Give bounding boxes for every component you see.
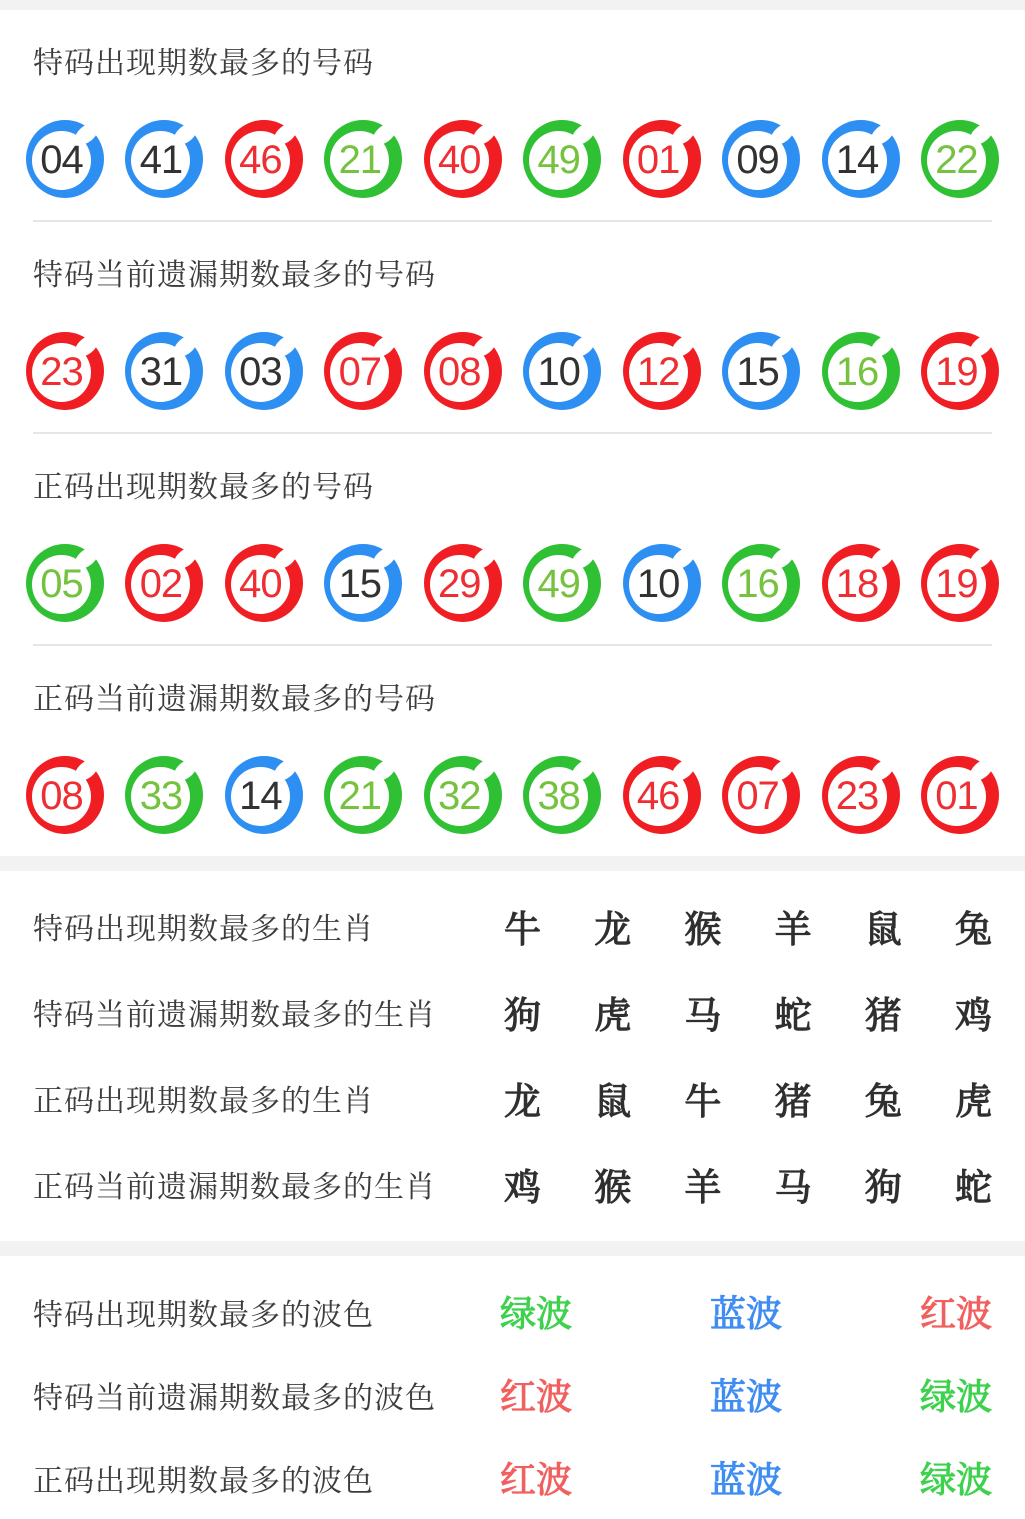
ball-number: 32 xyxy=(438,774,481,818)
zodiac-value: 马 xyxy=(774,1167,812,1208)
wave-value: 绿波 xyxy=(919,1459,992,1500)
lottery-ball xyxy=(424,332,502,410)
zodiac-value: 猴 xyxy=(594,1167,632,1208)
lottery-ball xyxy=(125,756,203,834)
zodiac-row-label: 特码当前遗漏期数最多的生肖 xyxy=(33,999,436,1032)
lottery-ball xyxy=(125,332,203,410)
wave-value: 绿波 xyxy=(919,1376,992,1417)
lottery-ball xyxy=(623,332,701,410)
wave-color-section xyxy=(0,1256,1025,1519)
zodiac-value: 牛 xyxy=(684,1081,722,1122)
section-title: 特码出现期数最多的号码 xyxy=(33,47,374,80)
zodiac-section xyxy=(0,871,1025,1241)
zodiac-value: 牛 xyxy=(504,909,541,950)
ball-row xyxy=(0,544,1025,622)
ball-number: 38 xyxy=(537,774,580,818)
ball-number: 01 xyxy=(935,774,978,818)
lottery-ball xyxy=(523,120,601,198)
wave-value: 红波 xyxy=(919,1293,992,1334)
ball-number: 04 xyxy=(40,138,83,182)
separator-band xyxy=(0,1241,1025,1256)
zodiac-value: 狗 xyxy=(864,1167,902,1208)
lottery-ball xyxy=(623,756,701,834)
zodiac-value: 猪 xyxy=(864,995,902,1036)
ball-row xyxy=(0,756,1025,834)
ball-number: 21 xyxy=(338,138,382,182)
zodiac-value: 龙 xyxy=(594,909,632,950)
ball-number: 46 xyxy=(239,138,282,182)
zodiac-values xyxy=(504,985,992,1039)
ball-number: 10 xyxy=(537,350,580,394)
zodiac-value: 狗 xyxy=(504,995,541,1036)
zodiac-value: 鸡 xyxy=(504,1167,541,1208)
ball-number: 21 xyxy=(338,774,382,818)
section-normal-most-appeared-numbers xyxy=(0,434,1025,646)
section-title: 正码出现期数最多的号码 xyxy=(33,471,374,504)
wave-value: 蓝波 xyxy=(709,1376,782,1417)
wave-row-label: 正码出现期数最多的波色 xyxy=(33,1464,374,1498)
lottery-ball xyxy=(921,756,999,834)
ball-number: 49 xyxy=(537,562,580,606)
ball-number: 23 xyxy=(40,350,83,394)
ball-number: 31 xyxy=(139,350,183,394)
zodiac-values xyxy=(504,1157,992,1211)
lottery-ball xyxy=(722,120,800,198)
ball-number: 02 xyxy=(139,562,183,606)
wave-row-label: 特码出现期数最多的波色 xyxy=(33,1298,374,1332)
lottery-ball xyxy=(822,756,900,834)
zodiac-value: 羊 xyxy=(774,909,812,950)
zodiac-value: 兔 xyxy=(864,1081,902,1122)
lottery-ball xyxy=(26,332,104,410)
ball-row xyxy=(0,332,1025,410)
wave-value: 蓝波 xyxy=(709,1293,782,1334)
zodiac-value: 羊 xyxy=(684,1167,722,1208)
ball-number: 03 xyxy=(239,350,282,394)
ball-number: 07 xyxy=(338,350,382,394)
lottery-ball xyxy=(26,120,104,198)
ball-number: 08 xyxy=(438,350,481,394)
ball-number: 15 xyxy=(338,562,382,606)
lottery-ball xyxy=(623,544,701,622)
lottery-ball xyxy=(225,120,303,198)
section-normal-most-missed-numbers xyxy=(0,646,1025,834)
lottery-ball xyxy=(324,120,402,198)
ball-number: 10 xyxy=(636,562,680,606)
lottery-ball xyxy=(424,120,502,198)
wave-values xyxy=(500,1452,992,1503)
zodiac-row xyxy=(0,969,1025,1055)
lottery-ball xyxy=(324,756,402,834)
zodiac-row-label: 正码当前遗漏期数最多的生肖 xyxy=(33,1171,436,1204)
zodiac-row xyxy=(0,1141,1025,1227)
ball-number: 16 xyxy=(736,562,779,606)
lottery-ball xyxy=(523,544,601,622)
zodiac-value: 猴 xyxy=(684,909,722,950)
lottery-ball xyxy=(822,332,900,410)
zodiac-row xyxy=(0,883,1025,969)
lottery-ball xyxy=(424,544,502,622)
ball-number: 49 xyxy=(537,138,580,182)
ball-number: 41 xyxy=(139,138,183,182)
wave-value: 绿波 xyxy=(500,1293,573,1334)
zodiac-value: 兔 xyxy=(954,909,992,950)
zodiac-value: 鼠 xyxy=(864,909,902,950)
section-title: 正码当前遗漏期数最多的号码 xyxy=(33,683,436,716)
lottery-ball xyxy=(125,544,203,622)
ball-number: 08 xyxy=(40,774,83,818)
ball-number: 01 xyxy=(636,138,680,182)
lottery-ball xyxy=(921,332,999,410)
lottery-ball xyxy=(921,544,999,622)
ball-number: 46 xyxy=(636,774,680,818)
ball-number: 05 xyxy=(40,562,83,606)
zodiac-value: 蛇 xyxy=(954,1167,992,1208)
lottery-ball xyxy=(722,332,800,410)
ball-number: 07 xyxy=(736,774,779,818)
lottery-ball xyxy=(722,544,800,622)
zodiac-row xyxy=(0,1055,1025,1141)
wave-row xyxy=(0,1270,1025,1353)
ball-number: 19 xyxy=(935,562,978,606)
wave-row-label: 特码当前遗漏期数最多的波色 xyxy=(33,1381,436,1415)
wave-value: 红波 xyxy=(500,1376,573,1417)
section-title: 特码当前遗漏期数最多的号码 xyxy=(33,259,436,292)
separator-band xyxy=(0,856,1025,871)
zodiac-values xyxy=(504,899,992,953)
zodiac-values xyxy=(504,1071,992,1125)
zodiac-value: 猪 xyxy=(774,1081,812,1122)
lottery-ball xyxy=(26,756,104,834)
top-separator-band xyxy=(0,0,1025,10)
wave-row xyxy=(0,1436,1025,1519)
lottery-ball xyxy=(921,120,999,198)
wave-value: 蓝波 xyxy=(709,1459,782,1500)
ball-number: 19 xyxy=(935,350,978,394)
ball-number: 18 xyxy=(835,562,879,606)
section-special-most-missed-numbers xyxy=(0,222,1025,434)
wave-values xyxy=(500,1369,992,1420)
lottery-ball xyxy=(822,120,900,198)
lottery-ball xyxy=(324,332,402,410)
wave-values xyxy=(500,1286,992,1337)
lottery-ball xyxy=(225,544,303,622)
lottery-ball xyxy=(125,120,203,198)
ball-row xyxy=(0,120,1025,198)
zodiac-value: 虎 xyxy=(594,995,632,1036)
ball-number: 09 xyxy=(736,138,779,182)
wave-value: 红波 xyxy=(500,1459,573,1500)
ball-number: 16 xyxy=(835,350,879,394)
lottery-ball xyxy=(623,120,701,198)
wave-row xyxy=(0,1353,1025,1436)
lottery-ball xyxy=(324,544,402,622)
zodiac-value: 虎 xyxy=(954,1081,992,1122)
lottery-ball xyxy=(822,544,900,622)
lottery-ball xyxy=(424,756,502,834)
zodiac-value: 马 xyxy=(684,995,722,1036)
section-special-most-appeared-numbers xyxy=(0,10,1025,222)
ball-number: 12 xyxy=(636,350,680,394)
lottery-ball xyxy=(225,756,303,834)
lottery-ball xyxy=(225,332,303,410)
ball-number: 15 xyxy=(736,350,779,394)
zodiac-value: 蛇 xyxy=(774,995,812,1036)
ball-number: 40 xyxy=(239,562,282,606)
ball-number: 29 xyxy=(438,562,481,606)
zodiac-value: 龙 xyxy=(504,1081,541,1122)
zodiac-value: 鸡 xyxy=(954,995,992,1036)
ball-number: 22 xyxy=(935,138,978,182)
ball-number: 14 xyxy=(239,774,282,818)
ball-number: 40 xyxy=(438,138,481,182)
zodiac-row-label: 特码出现期数最多的生肖 xyxy=(33,913,374,946)
zodiac-value: 鼠 xyxy=(594,1081,632,1122)
lottery-ball xyxy=(26,544,104,622)
ball-number: 23 xyxy=(835,774,879,818)
ball-number: 14 xyxy=(835,138,879,182)
zodiac-row-label: 正码出现期数最多的生肖 xyxy=(33,1085,374,1118)
lottery-ball xyxy=(523,756,601,834)
lottery-ball xyxy=(523,332,601,410)
ball-number: 33 xyxy=(139,774,183,818)
lottery-ball xyxy=(722,756,800,834)
